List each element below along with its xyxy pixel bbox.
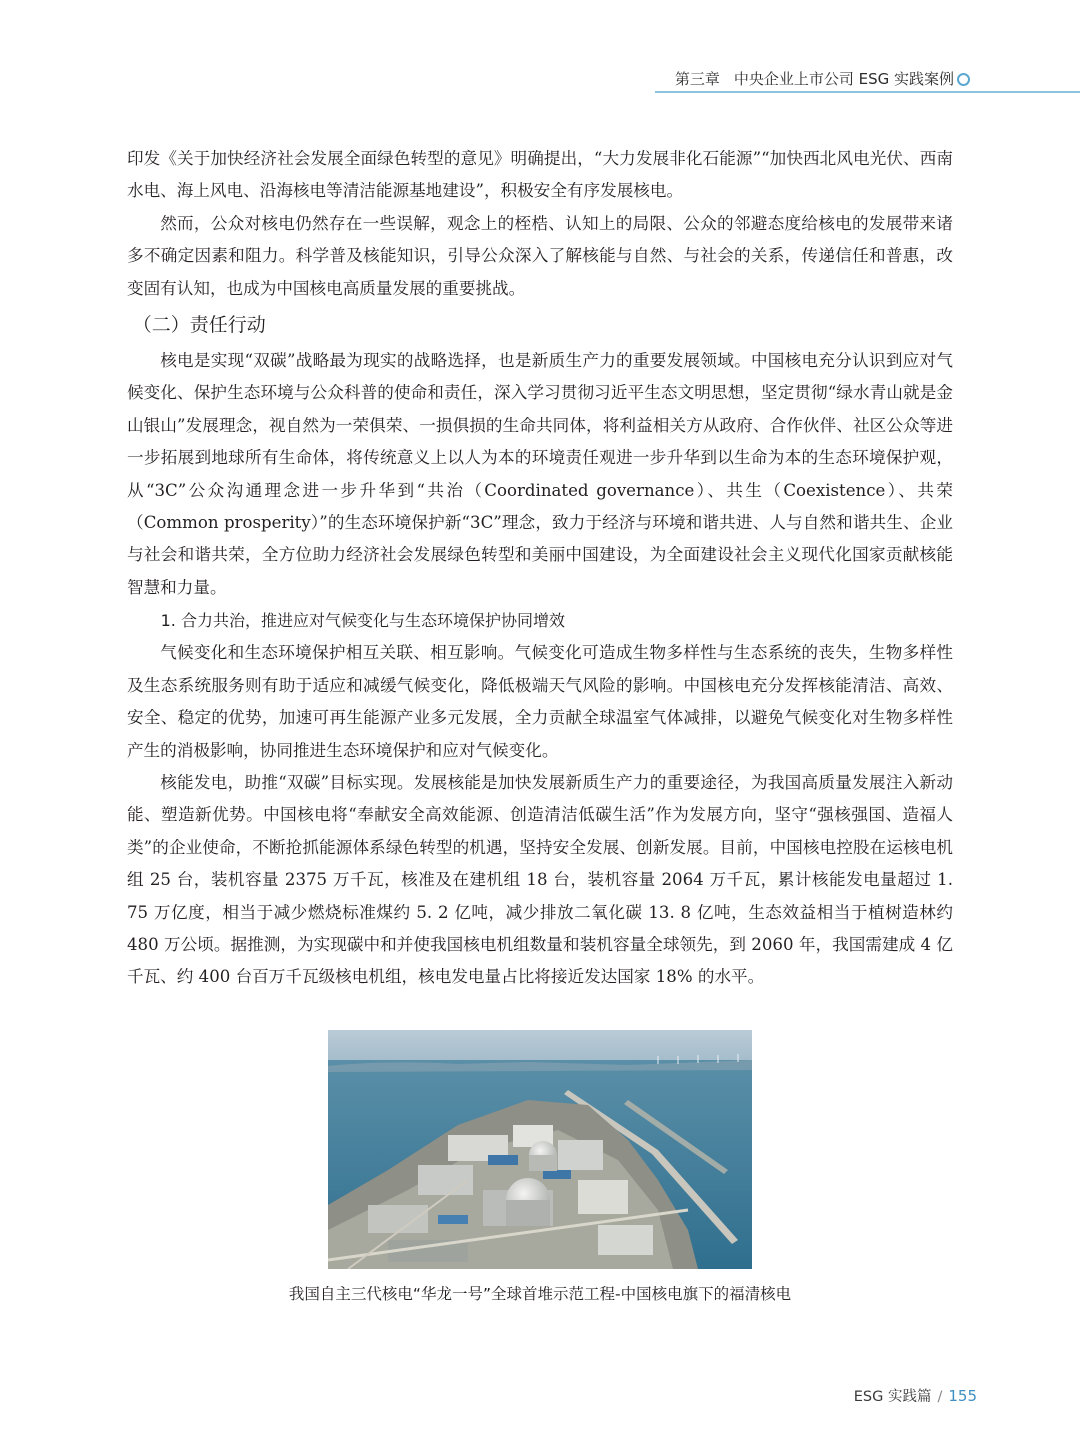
paragraph: 印发《关于加快经济社会发展全面绿色转型的意见》明确提出，“大力发展非化石能源”“加快西北风电光伏、西南水电、海上风电、沿海核电等清洁能源基地建设”，积极安全有序发展核电。 [127, 149, 953, 201]
section-heading: （二）责任行动 [132, 314, 266, 337]
footer-section: ESG 实践篇 [853, 1389, 932, 1405]
paragraph: 核能发电，助推“双碳”目标实现。发展核能是加快发展新质生产力的重要途径，为我国高质量发展注入新动能、塑造新优势。中国核电将“奉献安全高效能源、创造清洁低碳生活”作为发展方向，坚守“强核强国、造福人类”的企业使命，不断抢抓能源体系绿色转型的机遇，坚持安全发展、创新发展。目前，中国核电控股在运核电机组 25 台，装机容量 2375 万千瓦，核准及在建机组 18 台，装机容量 2064 万千瓦，累计核能发电量超过 1. 75 万亿度，相当于减少燃烧标准煤约 5. 2 亿吨，减少排放二氧化碳 13. 8 亿吨，生态效益相当于植树造林约 480 万公顷。据推测，为实现碳中和并使我国核电机组数量和装机容量全球领先，到 2060 年，我国需建成 4 亿千瓦、约 400 台百万千瓦级核电机组，核电发电量占比将接近发达国家 18% 的水平。 [127, 772, 953, 987]
header-rule [655, 91, 1080, 93]
photo-caption: 我国自主三代核电“华龙一号”全球首堆示范工程-中国核电旗下的福清核电 [288, 1285, 792, 1303]
chapter-title: 中央企业上市公司 ESG 实践案例 [733, 70, 954, 88]
subheading: 1. 合力共治，推进应对气候变化与生态环境保护协同增效 [160, 611, 565, 631]
header-text [675, 68, 954, 89]
nuclear-plant-photo [328, 1030, 752, 1269]
paragraph: 然而，公众对核电仍然存在一些误解，观念上的桎梏、认知上的局限、公众的邻避态度给核电的发展带来诸多不确定因素和阻力。科学普及核能知识，引导公众深入了解核能与自然、与社会的关系，传递信任和普惠，改变固有认知，也成为中国核电高质量发展的重要挑战。 [127, 213, 953, 298]
footer-separator: / [937, 1389, 943, 1405]
page-footer [854, 1385, 977, 1406]
circle-icon [957, 73, 970, 86]
chapter-label: 第三章 [674, 70, 720, 88]
paragraph: 核电是实现“双碳”战略最为现实的战略选择，也是新质生产力的重要发展领域。中国核电充分认识到应对气候变化、保护生态环境与公众科普的使命和责任，深入学习贯彻习近平生态文明思想，坚定贯彻“绿水青山就是金山银山”发展理念，视自然为一荣俱荣、一损俱损的生命共同体，将利益相关方从政府、合作伙伴、社区公众等进一步拓展到地球所有生命体，将传统意义上以人为本的环境责任观进一步升华到以生命为本的生态环境保护观，从“3C”公众沟通理念进一步升华到“共治（Coordinated governance）、共生（Coexistence）、共荣（Common prosperity）”的生态环境保护新“3C”理念，致力于经济与环境和谐共进、人与自然和谐共生、企业与社会和谐共荣，全方位助力经济社会发展绿色转型和美丽中国建设，为全面建设社会主义现代化国家贡献核能智慧和力量。 [127, 351, 953, 597]
running-header [0, 66, 1080, 96]
page-number: 155 [948, 1387, 977, 1405]
paragraph: 气候变化和生态环境保护相互关联、相互影响。气候变化可造成生物多样性与生态系统的丧失，生物多样性及生态系统服务则有助于适应和减缓气候变化，降低极端天气风险的影响。中国核电充分发挥核能清洁、高效、安全、稳定的优势，加速可再生能源产业多元发展，全力贡献全球温室气体减排，以避免气候变化对生物多样性产生的消极影响，协同推进生态环境保护和应对气候变化。 [127, 643, 953, 760]
body-text [127, 143, 953, 994]
